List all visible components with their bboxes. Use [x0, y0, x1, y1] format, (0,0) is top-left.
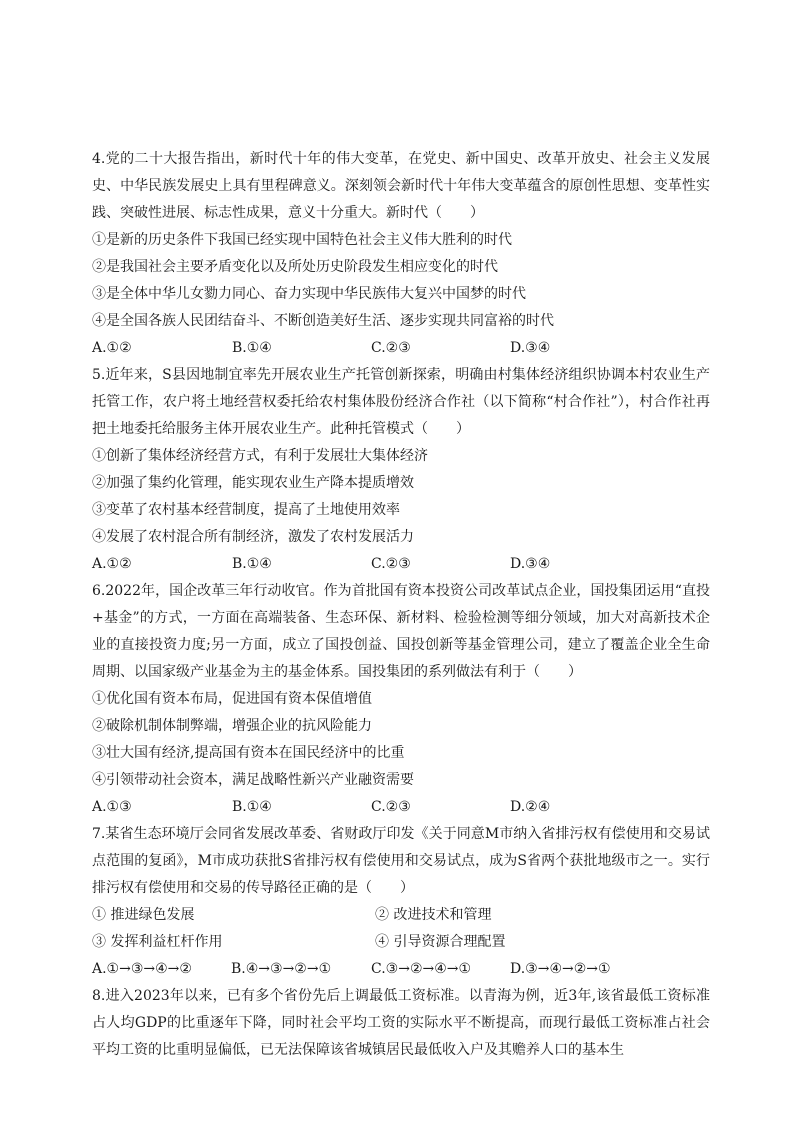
question-stem: 8.进入2023年以来，已有多个省份先后上调最低工资标准。以青海为例，近3年,该省最低工资标准占人均GDP的比重逐年下降，同时社会平均工资的实际水平不断提高，而现行最低工资标准占社会平均工资的比重明显偏低，已无法保障该省城镇居民最低收入户及其赡养人口的基本生 [92, 988, 710, 1058]
question-7 [92, 821, 710, 983]
statement-1: ①创新了集体经济经营方式，有利于发展壮大集体经济 [92, 448, 428, 464]
question-stem: 5.近年来，S县因地制宜率先开展农业生产托管创新探索，明确由村集体经济组织协调本村农业生产托管工作，农户将土地经营权委托给农村集体股份经济合作社（以下简称“村合作社”），村合作社再把土地委托给服务主体开展农业生产。此种托管模式（ ） [92, 367, 710, 437]
choice-c[interactable]: C.②③ [371, 340, 411, 356]
choice-a[interactable]: A.①③ [92, 799, 132, 815]
statement-3: ③是全体中华儿女勠力同心、奋力实现中华民族伟大复兴中国梦的时代 [92, 286, 526, 302]
choice-d[interactable]: D.②④ [510, 799, 551, 815]
choice-b[interactable]: B.④→③→②→① [231, 961, 332, 977]
choice-a[interactable]: A.①→③→④→② [92, 961, 192, 977]
exam-page [92, 146, 710, 1064]
statement-4: ④ 引导资源合理配置 [375, 934, 506, 950]
question-stem: 7.某省生态环境厅会同省发展改革委、省财政厅印发《关于同意M市纳入省排污权有偿使用和交易试点范围的复函》，M市成功获批S省排污权有偿使用和交易试点，成为S省两个获批地级市之一。实行排污权有偿使用和交易的传导路径正确的是（ ） [92, 826, 710, 896]
question-8 [92, 983, 710, 1064]
statement-4: ④是全国各族人民团结奋斗、不断创造美好生活、逐步实现共同富裕的时代 [92, 313, 554, 329]
choice-c[interactable]: C.③→②→④→① [371, 961, 472, 977]
statement-4: ④引领带动社会资本，满足战略性新兴产业融资需要 [92, 772, 414, 788]
statement-3: ③变革了农村基本经营制度，提高了土地使用效率 [92, 502, 400, 518]
choice-b[interactable]: B.①④ [232, 799, 272, 815]
choice-d[interactable]: D.③④ [510, 340, 551, 356]
statement-2: ②加强了集约化管理，能实现农业生产降本提质增效 [92, 475, 414, 491]
choice-a[interactable]: A.①② [92, 340, 132, 356]
choice-b[interactable]: B.①④ [232, 556, 272, 572]
answer-choices [92, 551, 710, 578]
answer-choices [92, 335, 710, 362]
statement-2: ② 改进技术和管理 [375, 907, 492, 923]
statement-3: ③壮大国有经济,提高国有资本在国民经济中的比重 [92, 745, 405, 761]
answer-choices [92, 794, 710, 821]
choice-c[interactable]: C.②③ [371, 799, 411, 815]
question-6 [92, 578, 710, 821]
statement-row [92, 929, 710, 956]
statement-2: ②是我国社会主要矛盾变化以及所处历史阶段发生相应变化的时代 [92, 259, 498, 275]
statement-1: ①优化国有资本布局，促进国有资本保值增值 [92, 691, 372, 707]
choice-d[interactable]: D.③④ [510, 556, 551, 572]
question-5 [92, 362, 710, 578]
question-stem: 6.2022年，国企改革三年行动收官。作为首批国有资本投资公司改革试点企业，国投集团运用“直投+基金”的方式，一方面在高端装备、生态环保、新材料、检验检测等细分领域，加大对高新技术企业的直接投资力度;另一方面，成立了国投创益、国投创新等基金管理公司，建立了覆盖企业全生命周期、以国家级产业基金为主的基金体系。国投集团的系列做法有利于（ ） [92, 583, 710, 680]
choice-c[interactable]: C.②③ [371, 556, 411, 572]
statement-2: ②破除机制体制弊端，增强企业的抗风险能力 [92, 718, 372, 734]
statement-1: ① 推进绿色发展 [92, 907, 195, 923]
statement-3: ③ 发挥利益杠杆作用 [92, 934, 223, 950]
statement-1: ①是新的历史条件下我国已经实现中国特色社会主义伟大胜利的时代 [92, 232, 512, 248]
statement-4: ④发展了农村混合所有制经济，激发了农村发展活力 [92, 529, 414, 545]
choice-d[interactable]: D.③→④→②→① [510, 961, 611, 977]
answer-choices [92, 956, 710, 983]
choice-a[interactable]: A.①② [92, 556, 132, 572]
choice-b[interactable]: B.①④ [232, 340, 272, 356]
question-4 [92, 146, 710, 362]
statement-row [92, 902, 710, 929]
question-stem: 4.党的二十大报告指出，新时代十年的伟大变革，在党史、新中国史、改革开放史、社会主义发展史、中华民族发展史上具有里程碑意义。深刻领会新时代十年伟大变革蕴含的原创性思想、变革性实践、突破性进展、标志性成果，意义十分重大。新时代（ ） [92, 151, 710, 221]
